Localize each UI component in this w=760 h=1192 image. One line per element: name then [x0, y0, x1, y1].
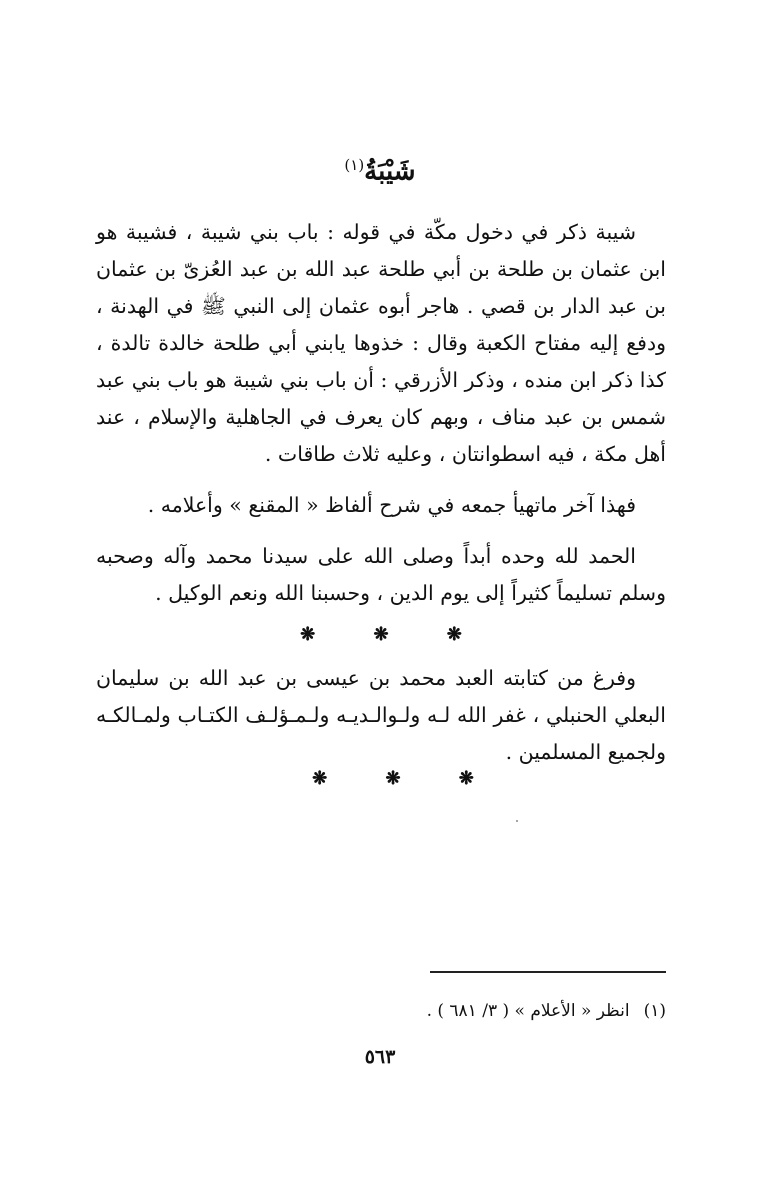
paragraph-praise: الحمد لله وحده أبداً وصلى الله على سيدنا محمد وآله وصحبه وسلم تسليماً كثيراً إلى يوم الدين ، وحسبنا الله ونعم الوكيل .	[96, 544, 666, 605]
footnote-number: (١)	[643, 1001, 666, 1021]
paper-speck	[516, 820, 518, 822]
footnote-divider	[430, 971, 666, 973]
paragraph-shaybah: شيبة ذكر في دخول مكّة في قوله : باب بني شيبة ، فشيبة هو ابن عثمان بن طلحة بن أبي طلحة عبد الله بن عبد العُزىّ بن عثمان بن عبد الدار بن قصي . هاجر أبوه عثمان إلى النبي ﷺ في الهدنة ، ودفع إليه مفتاح الكعبة وقال : خذوها يابني أبي طلحة خالدة تالدة ، كذا ذكر ابن منده ، وذكر الأزرقي : أن باب بني شيبة هو باب بني عبد شمس بن عبد مناف ، وبهم كان يعرف في الجاهلية والإسلام ، عند أهل مكة ، فيه اسطوانتان ، وعليه ثلاث طاقات .	[96, 220, 666, 466]
page-number: ٥٦٣	[364, 1046, 396, 1068]
paragraph-colophon: وفرغ من كتابته العبد محمد بن عيسى بن عبد الله بن سليمان البعلي الحنبلي ، غفر الله لـه ولـوالـديـه ولـمـؤلـف الكتـاب ولمـالكـه ولجميع المسلمين .	[96, 666, 666, 764]
paragraph-conclusion: فهذا آخر ماتهيأ جمعه في شرح ألفاظ « المقنع » وأعلامه .	[147, 493, 636, 517]
footnote	[300, 996, 666, 1026]
separator-stars-bottom: ❋ ❋ ❋	[312, 768, 500, 789]
footnote-reference: (١)	[344, 156, 365, 174]
separator-stars: ❋ ❋ ❋	[300, 624, 488, 645]
entry-title: شَيْبَةُ	[364, 156, 416, 187]
entry-heading	[0, 140, 760, 197]
footnote-text: انظر « الأعلام » ( ٣/ ٦٨١ ) .	[426, 1001, 630, 1021]
main-text	[96, 214, 666, 771]
